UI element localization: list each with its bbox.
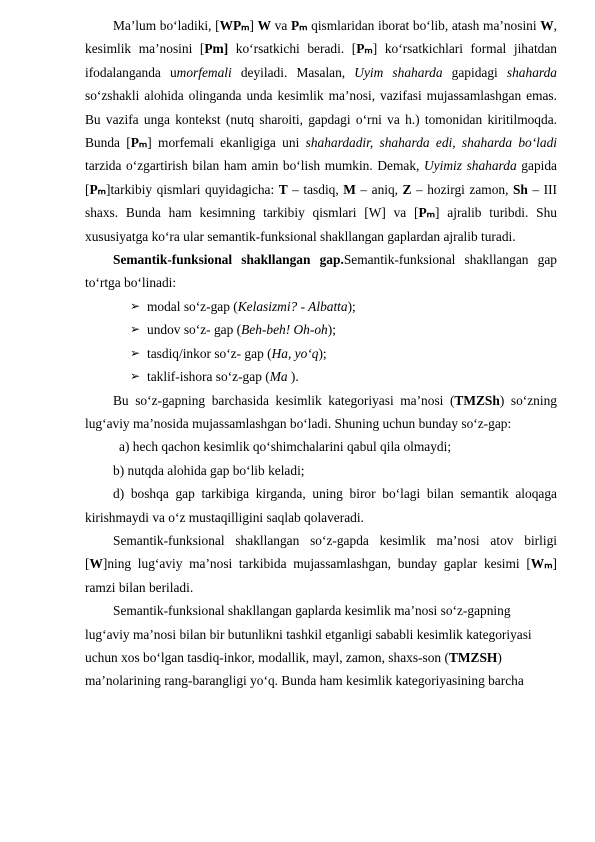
text: Semantik-funksional shakllangan gap to‘rtga bo‘linadi: [85, 252, 558, 291]
text: ]ning lug‘aviy ma’nosi tarkibida mujassamlashgan, bunday gaplar kesimi [ [102, 556, 531, 572]
text: ) ma’nolarining rang-barangligi yo‘q. Bunda ham kesimlik kategoriyasining barcha [85, 649, 524, 689]
text: qismlaridan iborat bo‘lib, atash ma’nosini [307, 18, 541, 33]
paragraph-2 [85, 248, 557, 295]
symbol-t: T [278, 181, 288, 197]
term-morfemali: morfemali [176, 64, 232, 80]
text: ] [249, 18, 258, 33]
text: modal so‘z-gap ( [147, 298, 238, 314]
text: Bu so‘z-gapning barchasida kesimlik kategoriyasi ma’nosi ( [113, 392, 455, 408]
list-item [130, 318, 557, 341]
text: ] morfemali ekanligiga uni [147, 135, 306, 151]
text: ); [318, 345, 327, 361]
text: taklif-ishora so‘z-gap ( [147, 369, 270, 385]
example: Uyimiz shaharda [424, 158, 517, 174]
example: Beh-beh! Oh-oh [241, 322, 328, 338]
text: gapida [ [85, 158, 557, 197]
item-b: b) nutqda alohida gap bo‘lib keladi; [113, 462, 305, 478]
arrow-bullet-icon: ➢ [130, 369, 141, 384]
symbol-z: Z [402, 181, 412, 197]
example: Uyim shaharda [354, 64, 443, 80]
text: – III shaxs. Bunda ham kesimning tarkibiy qismlari [W] va [ [85, 181, 557, 221]
symbol-m: M [343, 181, 356, 197]
symbol-sh: Sh [512, 181, 528, 197]
list-item [130, 342, 557, 365]
paragraph-5 [85, 599, 557, 693]
document-page [85, 14, 557, 693]
symbol-tmzsh: TMZSH [448, 649, 498, 665]
text: ); [347, 298, 356, 314]
symbol-pm: Pₘ [290, 18, 308, 33]
example: Ha, yo‘q [271, 345, 319, 361]
item-d: d) boshqa gap tarkibiga kirganda, uning biror bo‘lagi bilan semantik aloqaga kirishmaydi va o‘z mustaqilligini saqlab qolaveradi. [85, 486, 557, 525]
text: ) so‘zning lug‘aviy ma’nosida mujassamlashgan bo‘ladi. Shuning uchun bunday so‘z-gap: [85, 392, 557, 431]
text: ] ko‘rsatkichlari formal jihatdan ifodalanganda u [85, 41, 557, 80]
text: tasdiq/inkor so‘z- gap ( [147, 345, 272, 361]
example: Ma [269, 369, 291, 385]
paragraph-3 [85, 389, 557, 436]
symbol-pm: Pm] [204, 41, 229, 57]
symbol-pm: Pₘ [418, 205, 436, 221]
text: gapidagi [442, 64, 507, 80]
text: so‘zshakli alohida olinganda unda kesimlik ma’nosi, vazifasi mujassamlashgan emas. Bu vazifa unga kontekst (nutq sharoiti, gapdagi o‘rni va h.) tomonidan kiritilmoqda. Bunda [ [85, 88, 557, 151]
text: ] ramzi bilan beriladi. [85, 556, 557, 595]
list-item [130, 365, 557, 388]
text: , kesimlik ma’nosini [ [85, 18, 557, 57]
symbol-w: W [540, 18, 554, 33]
symbol-wpm: WPₘ [219, 18, 250, 33]
symbol-wm: Wₘ [530, 556, 553, 572]
text: ); [327, 322, 336, 338]
text: – aniq, [355, 181, 403, 197]
symbol-pm: Pₘ [130, 135, 148, 151]
text: tarzida o‘zgartirish bilan ham amin bo‘lish mumkin. Demak, [85, 158, 424, 174]
symbol-tmzsh: TMZSh [454, 392, 500, 408]
text: ko‘rsatkichi beradi. [ [228, 41, 357, 57]
symbol-pm: Pₘ [89, 181, 106, 197]
text: undov so‘z- gap ( [147, 322, 242, 338]
example: Kelasizmi? - Albatta [237, 298, 348, 314]
bullet-list [85, 295, 557, 389]
symbol-pm: Pₘ [356, 41, 373, 57]
example: shaharda [506, 64, 557, 80]
arrow-bullet-icon: ➢ [130, 298, 141, 313]
paragraph-4 [85, 529, 557, 599]
text: deyiladi. Masalan, [231, 64, 355, 80]
text: ]tarkibiy qismlari quyidagicha: [106, 181, 279, 197]
text: – tasdiq, [287, 181, 344, 197]
text: – hozirgi zamon, [411, 181, 513, 197]
example: shahardadir, shaharda edi, shaharda bo‘ladi [305, 135, 557, 151]
arrow-bullet-icon: ➢ [130, 345, 141, 360]
symbol-w: W [89, 556, 103, 572]
text: ] ajralib turibdi. Shu xususiyatga ko‘ra ular semantik-funksional shakllangan gaplardan ajralib turadi. [85, 205, 557, 244]
text: ). [290, 369, 299, 385]
text: Semantik-funksional shakllangan gaplarda kesimlik ma’nosi so‘z-gapning lug‘aviy ma’nosi bilan bir butunlikni tashkil etganligi sababli kesimlik kategoriyasi uchun xos bo‘lgan tasdiq-inkor, modallik, mayl, zamon, shaxs-son ( [85, 603, 532, 665]
text: Semantik-funksional shakllangan so‘z-gapda kesimlik ma’nosi atov birligi [ [85, 532, 557, 572]
paragraph-1 [85, 14, 557, 248]
section-heading: Semantik-funksional shakllangan gap. [113, 252, 344, 268]
item-a: a) hech qachon kesimlik qo‘shimchalarini qabul qila olmaydi; [119, 439, 452, 455]
symbol-w: W [257, 18, 272, 33]
text: Ma’lum bo‘ladiki, [ [113, 18, 220, 33]
text: va [271, 18, 291, 33]
arrow-bullet-icon: ➢ [130, 322, 141, 337]
list-item [130, 295, 557, 318]
